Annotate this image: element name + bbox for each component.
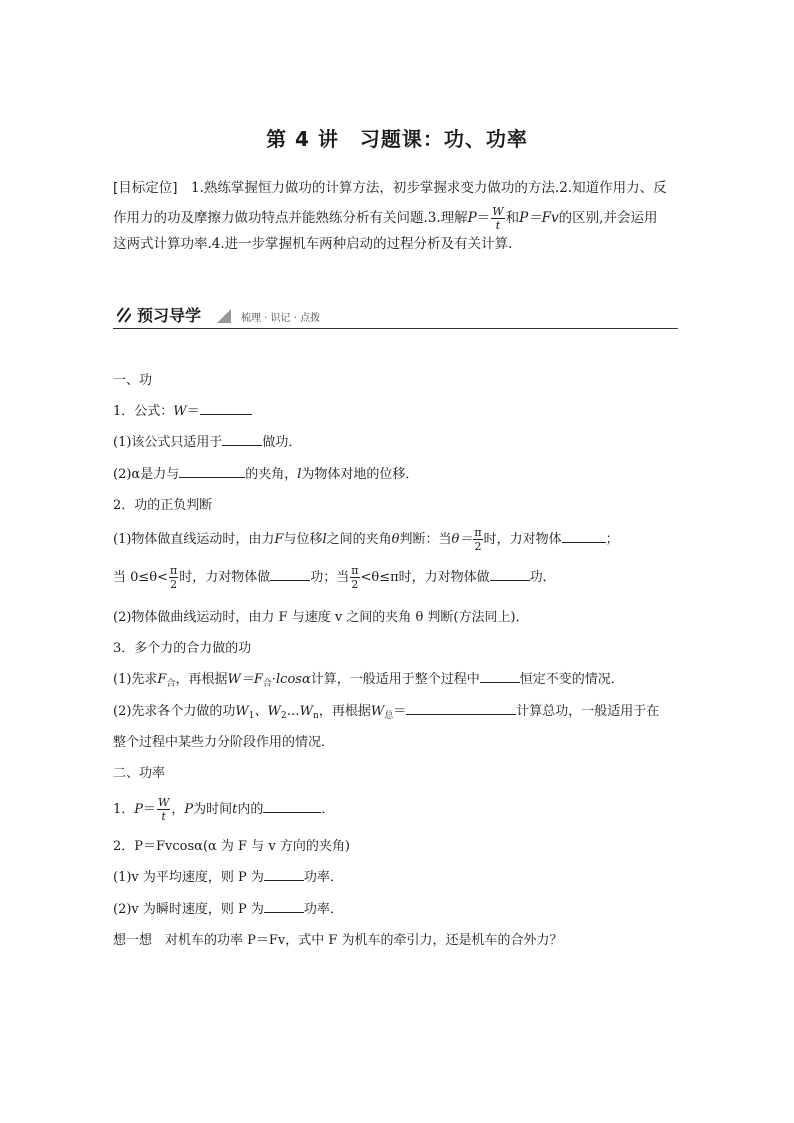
section-subtitle: 梳理 · 识记 · 点拨 [241,313,321,324]
displacement-symbol: l [297,467,302,482]
objectives-text-1: 1.熟练掌握恒力做功的计算方法，初步掌握求变力做功的方法.2.知道作用力、反 [191,180,667,196]
force-symbol: F [274,532,284,547]
item-text: 之间的夹角 [326,532,392,547]
item-text: 为物体对地的位移． [301,467,419,482]
objectives-text-2a: 作用力的功及摩擦力做功特点并能熟练分析有关问题.3.理解 [113,210,468,226]
objectives-text-2b: 的区别,并会运用 [558,210,658,226]
item-text: ． [321,802,335,817]
fill-blank[interactable] [263,800,321,813]
item-text: 是力与 [140,467,180,482]
part2-heading: 二、功率 [113,766,166,781]
work-symbol: W [158,796,170,809]
pi-symbol: π [351,564,359,577]
item-text: (2)v 为瞬时速度，则 P 为 [113,902,264,917]
subscript-net: 合 [262,679,272,689]
fraction-w-over-t [491,206,504,231]
stripes-icon [117,307,131,323]
and-text: 和 [505,210,520,226]
fraction-pi-over-2 [350,565,359,590]
equals-sign: ＝ [393,704,407,719]
think-question: 想一想 对机车的功率 P＝Fv，式中 F 为机车的牵引力，还是机车的合外力？ [113,933,563,948]
pi-symbol: π [474,526,482,539]
part2-item2b [113,898,343,917]
item-text: 与位移 [283,532,323,547]
power-symbol: P [467,210,477,226]
item-text: ； [605,532,619,547]
item-text: 为时间 [193,802,233,817]
equals-sign: ＝ [476,210,491,226]
fill-blank[interactable] [264,868,304,881]
subscript: 1 [248,711,255,721]
item-text: ，再根据 [175,672,228,687]
part1-item2b [113,565,556,590]
time-symbol: t [495,219,501,232]
item-text: (2)α [113,467,141,482]
item-text: 功率． [303,902,343,917]
item-text: 时，力对物体做 [179,570,271,585]
objectives-paragraph [113,175,685,258]
item-text: (1)先求 [113,672,158,687]
item-text: (1)该公式只适用于 [113,435,223,450]
part1-item1a [113,431,301,450]
fraction-pi-over-2 [169,565,178,590]
part1-item1b [113,463,418,482]
objectives-tag: [目标定位] [113,180,178,196]
work-symbol: W [235,704,249,719]
part1-heading: 一、功 [113,373,153,388]
item-text: 内的 [237,802,264,817]
objectives-line-1 [113,175,685,202]
section-header-preview [113,303,678,329]
work-symbol: W [173,404,187,419]
fill-blank[interactable] [270,568,310,581]
cos-formula: ·lcosα [271,672,311,687]
item-text: (2)先求各个力做的功 [113,704,236,719]
item-text: ， [171,802,185,817]
part1-item1 [113,400,252,419]
item-text: (1)v 为平均速度，则 P 为 [113,870,264,885]
objectives-line-3 [113,231,685,258]
fill-blank[interactable] [200,402,252,415]
time-symbol: t [232,802,238,817]
subscript-net: 合 [166,679,176,689]
theta-equals: θ＝ [451,532,473,547]
fraction-pi-over-2 [473,527,482,552]
triangle-decoration-icon [217,309,231,323]
subscript-total: 总 [384,711,394,721]
part1-item2a [113,527,619,552]
work-formula: W＝F [227,672,263,687]
item-text: 判断：当 [399,532,452,547]
fill-blank[interactable] [222,433,262,446]
subscript: 2 [280,711,287,721]
fill-blank[interactable] [562,530,606,543]
lesson-title: 第 4 讲 习题课：功、功率 [266,127,528,151]
pi-symbol: π [170,564,178,577]
part1-item3c: 整个过程中某些力分阶段作用的情况． [113,735,335,750]
section-label: 预习导学 [137,306,202,325]
item-text: 1．公式： [113,404,174,419]
part1-item3b [113,700,659,721]
fill-blank[interactable] [406,702,516,715]
item-text: 功率． [303,870,343,885]
formula-pfv: P＝Fv [519,210,559,226]
part1-item3a [113,668,624,689]
part2-item2: 2．P＝Fvcosα(α 为 F 与 v 方向的夹角) [113,839,350,854]
force-symbol: F [157,672,167,687]
power-symbol: P [184,802,194,817]
work-symbol: …W [286,704,314,719]
denominator-two: 2 [351,578,359,591]
denominator-two: 2 [474,540,482,553]
fraction-w-over-t [157,797,170,822]
item-text: 功；当 [310,570,350,585]
objectives-text-3: 这两式计算功率.4.进一步掌握机车两种启动的过程分析及有关计算. [113,236,513,252]
equals-sign: ＝ [143,802,157,817]
item-text: ，再根据 [318,704,371,719]
part1-item3: 3．多个力的合力做的功 [113,641,252,656]
item-text: 时，力对物体 [483,532,562,547]
item-text: (1)物体做直线运动时，由力 [113,532,275,547]
part2-item2a [113,866,343,885]
item-text: 恒定不变的情况． [519,672,624,687]
objectives-line-2 [113,205,685,232]
part1-item2: 2．功的正负判断 [113,498,213,513]
displacement-symbol: l [322,532,327,547]
fill-blank[interactable] [490,568,530,581]
power-symbol: P [134,802,144,817]
subscript: n [313,711,319,721]
item-text: 1． [113,802,135,817]
theta-symbol: θ [391,532,400,547]
item-text: 计算总功，一般适用于在 [516,704,660,719]
item-text: 当 0≤θ< [113,570,169,585]
denominator-two: 2 [170,578,178,591]
work-symbol: W [492,205,504,218]
item-text: <θ≤π时，力对物体做 [360,570,490,585]
item-text: 的夹角， [245,467,298,482]
item-text: 计算，一般适用于整个过程中 [310,672,480,687]
work-symbol: 、W [254,704,281,719]
fill-blank[interactable] [179,465,245,478]
part2-item1 [113,797,334,822]
section-underline [113,328,678,329]
work-symbol: W [370,704,385,719]
equals-sign: ＝ [186,404,200,419]
item-text: 做功． [262,435,302,450]
time-symbol: t [161,810,166,823]
fill-blank[interactable] [264,900,304,913]
fill-blank[interactable] [480,670,520,683]
item-text: 功． [529,570,556,585]
part1-item2c: (2)物体做曲线运动时，由力 F 与速度 v 之间的夹角 θ 判断(方法同上)． [113,610,529,625]
